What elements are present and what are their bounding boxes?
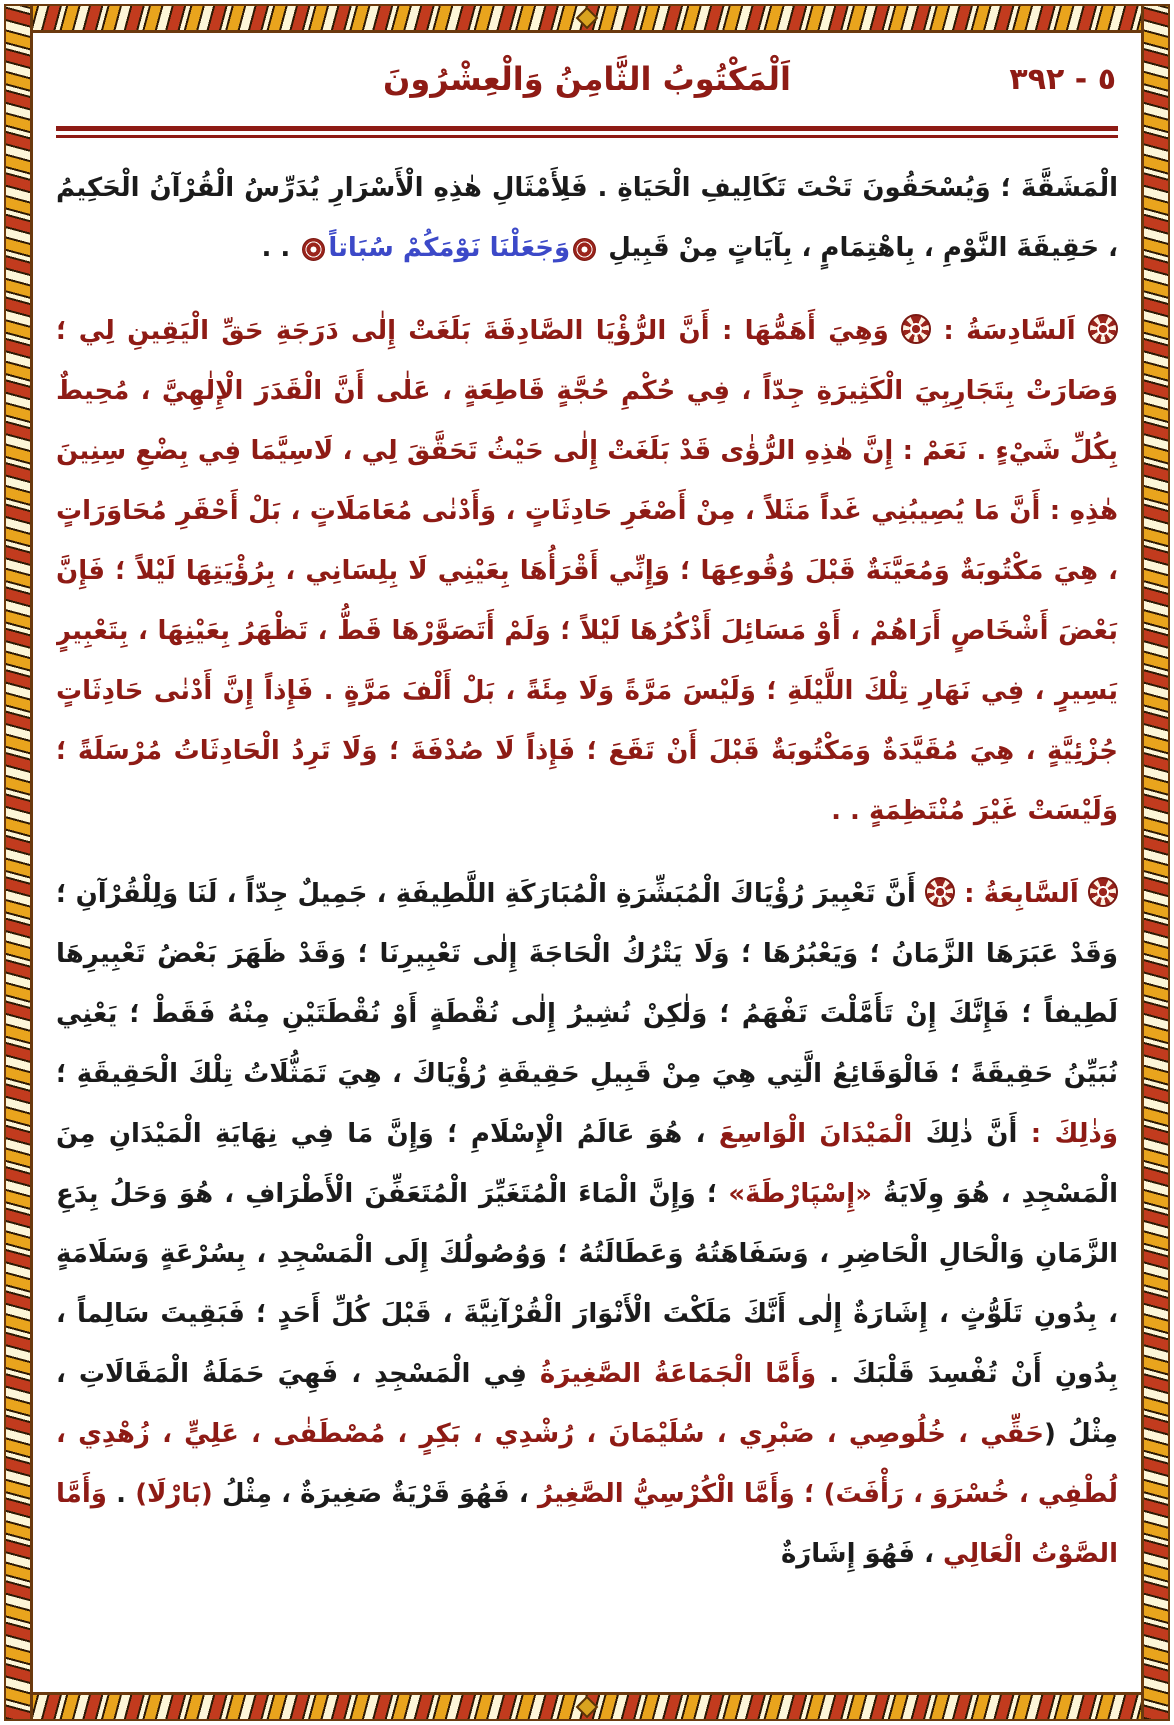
text-segment: أَنَّ تَعْبِيرَ رُؤْيَاكَ الْمُبَشِّرَةِ الْمُبَارَكَةِ اللَّطِيفَةِ ، جَمِيلٌ جِدّاً ، لَنَا وَلِلْقُرْآنِ ؛ وَقَدْ عَبَرَهَا الزَّمَانُ ؛ وَيَعْبُرُهَا ؛ وَلَا يَتْرُكُ الْحَاجَةَ إِلٰى تَعْبِيرِنَا ؛ وَقَدْ ظَهَرَ بَعْضُ تَعْبِيرِهَا لَطِيفاً ؛ فَإِنَّكَ إِنْ تَأَمَّلْتَ تَفْهَمُ ؛ وَلٰكِنْ نُشِيرُ إِلٰى نُقْطَةٍ أَوْ نُقْطَتَيْنِ مِنْهُ فَقَطْ ؛ يَعْنِي نُبَيِّنُ حَقِيقَةً ؛ فَالْوَقَائِعُ الَّتِي هِيَ مِنْ قَبِيلِ حَقِيقَةِ رُؤْيَاكَ ، هِيَ تَمَثُّلَاتُ تِلْكَ الْحَقِيقَةِ ؛ <box>56 879 1118 1089</box>
text-segment: «إِسْپَارْطَةَ» <box>728 1179 873 1209</box>
text-segment: ، فَهُوَ قَرْيَةٌ صَغِيرَةٌ ، مِثْلُ <box>212 1479 538 1509</box>
section-divider-ornament-icon <box>901 314 931 344</box>
section-start-ornament-icon <box>1088 314 1118 344</box>
page-header <box>56 46 1118 120</box>
text-segment: (بَارْلَا) <box>135 1479 213 1509</box>
text-segment: ؛ وَإِنَّ الْمَاءَ الْمُتَغَيِّرَ الْمُتَعَفِّنَ الْأَطْرَافِ ، هُوَ وَحَلُ بِدَعِ الزَّمَانِ وَالْحَالِ الْحَاضِرِ ، وَسَفَاهَتُهُ وَعَطَالَتُهُ ؛ وَوُصُولُكَ إِلَى الْمَسْجِدِ ، بِسُرْعَةٍ وَسَلَامَةٍ ، بِدُونِ تَلَوُّثٍ ، إِشَارَةٌ إِلٰى أَنَّكَ مَلَكْتَ الْأَنْوَارَ الْقُرْآنِيَّةَ ، قَبْلَ كُلِّ أَحَدٍ ؛ فَبَقِيتَ سَالِماً ، بِدُونِ أَنْ تُفْسِدَ قَلْبَكَ . <box>56 1179 1118 1389</box>
section-divider-ornament-icon <box>925 877 955 907</box>
text-segment: . <box>106 1479 136 1509</box>
text-segment: الْمَيْدَانَ الْوَاسِعَ <box>718 1119 913 1149</box>
text-segment: ، هُوَ عَالَمُ الْإِسْلَامِ ؛ وَإِنَّ مَا فِي نِهَايَةِ الْمَيْدَانِ مِنَ الْمَسْجِدِ ، هُوَ وِلَايَةُ <box>56 1119 1118 1209</box>
page-title: اَلْمَكْتُوبُ الثَّامِنُ وَالْعِشْرُونَ <box>383 60 791 98</box>
border-frame-left <box>4 4 33 1721</box>
page-number: ٥ - ٣٩٢ <box>1009 62 1116 97</box>
text-segment: وَهِيَ أَهَمُّهَا : أَنَّ الرُّؤْيَا الصَّادِقَةَ بَلَغَتْ إِلٰى دَرَجَةِ حَقِّ الْيَقِينِ لِي ؛ وَصَارَتْ بِتَجَارِبِيَ الْكَثِيرَةِ جِدّاً ، فِي حُكْمِ حُجَّةٍ قَاطِعَةٍ ، عَلٰى أَنَّ الْقَدَرَ الْإِلٰهِيَّ ، مُحِيطٌ بِكُلِّ شَيْءٍ . نَعَمْ : إِنَّ هٰذِهِ الرُّؤٰى قَدْ بَلَغَتْ إِلٰى حَيْثُ تَحَقَّقَ لِي ، لَاسِيَّمَا فِي بِضْعِ سِنِينَ هٰذِهِ : أَنَّ مَا يُصِيبُنِي غَداً مَثَلاً ، مِنْ أَصْغَرِ حَادِثَاتٍ ، وَأَدْنٰى مُعَامَلَاتٍ ، بَلْ أَحْقَرِ مُحَاوَرَاتٍ ، هِيَ مَكْتُوبَةٌ وَمُعَيَّنَةٌ قَبْلَ وُقُوعِهَا ؛ وَإِنِّي أَقْرَأُهَا بِعَيْنِي لَا بِلِسَانِي ، بِرُؤْيَتِهَا لَيْلاً ؛ فَإِنَّ بَعْضَ أَشْخَاصٍ أَرَاهُمْ ، أَوْ مَسَائِلَ أَذْكُرُهَا لَيْلاً ؛ وَلَمْ أَتَصَوَّرْهَا قَطُّ ، تَظْهَرُ بِعَيْنِهَا ، بِتَعْبِيرٍ يَسِيرٍ ، فِي نَهَارِ تِلْكَ اللَّيْلَةِ ؛ وَلَيْسَ مَرَّةً وَلَا مِئَةً ، بَلْ أَلْفَ مَرَّةٍ . فَإِذاً إِنَّ أَدْنٰى حَادِثَاتٍ جُزْئِيَّةٍ ، هِيَ مُقَيَّدَةٌ وَمَكْتُوبَةٌ قَبْلَ أَنْ تَقَعَ ؛ فَإِذاً لَا صُدْفَةَ ؛ وَلَا تَرِدُ الْحَادِثَاتُ مُرْسَلَةً ؛ وَلَيْسَتْ غَيْرَ مُنْتَظِمَةٍ . . <box>56 316 1118 826</box>
text-segment: فِي الْمَسْجِدِ ، فَهِيَ حَمَلَةُ الْمَقَالَاتِ ، مِثْلُ ( <box>56 1359 1118 1449</box>
body-text <box>56 138 1118 1584</box>
text-segment: وَأَمَّا الصَّوْتُ الْعَالِي <box>56 1479 1118 1569</box>
text-segment: أَنَّ ذٰلِكَ <box>912 1119 1018 1149</box>
paragraph-seventh <box>56 864 1118 1584</box>
text-segment: وَأَمَّا الْكُرْسِيُّ الصَّغِيرُ <box>537 1479 795 1509</box>
text-segment: وَذٰلِكَ : <box>1017 1119 1118 1149</box>
text-segment: الْمَشَقَّةَ ؛ وَيُسْحَقُونَ تَحْتَ تَكَالِيفِ الْحَيَاةِ . فَلِأَمْثَالِ هٰذِهِ الْأَسْرَارِ يُدَرِّسُ الْقُرْآنُ الْحَكِيمُ ، حَقِيقَةَ النَّوْمِ ، بِاهْتِمَامٍ ، بِآيَاتٍ مِنْ قَبِيلِ <box>56 173 1118 263</box>
text-segment: . . <box>261 233 300 263</box>
text-segment: وَجَعَلْنَا نَوْمَكُمْ سُبَاتاً <box>328 233 571 263</box>
page-content <box>56 46 1118 1681</box>
paragraph-intro <box>56 158 1118 278</box>
paragraph-sixth <box>56 301 1118 841</box>
text-segment: اَلسَّادِسَةُ : <box>931 316 1088 346</box>
text-segment: ، فَهُوَ إِشَارَةٌ <box>780 1539 944 1569</box>
ayah-close-bracket-icon <box>302 238 325 261</box>
header-divider-rule <box>56 126 1118 138</box>
text-segment: حَقِّي ، خُلُوصِي ، صَبْرِي ، سُلَيْمَانَ ، رُشْدِي ، بَكِرٍ ، مُصْطَفٰى ، عَلِيٍّ ، زُهْدِي ، لُطْفِي ، خُسْرَوَ ، رَأْفَتَ) ؛ <box>56 1419 1118 1509</box>
text-segment: وَأَمَّا الْجَمَاعَةُ الصَّغِيرَةُ <box>526 1359 817 1389</box>
ayah-open-bracket-icon <box>573 238 596 261</box>
border-frame-right <box>1141 4 1170 1721</box>
text-segment: اَلسَّابِعَةُ : <box>954 879 1088 909</box>
section-start-ornament-icon <box>1088 877 1118 907</box>
